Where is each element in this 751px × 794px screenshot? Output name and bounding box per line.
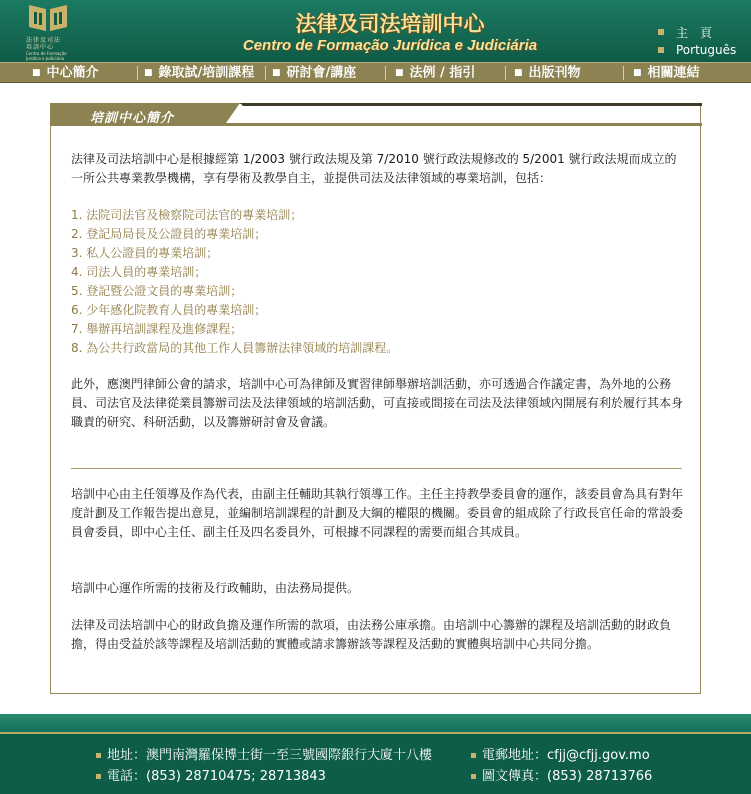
logo-emblem-icon xyxy=(26,3,70,33)
nav-bullet-icon: ■ xyxy=(633,68,642,78)
nav-item-publications[interactable] xyxy=(514,63,581,83)
footer-fax-text: 圖文傳真：(853) 28713766 xyxy=(482,769,653,784)
list-item: 7. 舉辦再培訓課程及進修課程； xyxy=(71,322,243,336)
list-item: 6. 少年感化院教育人員的專業培訓； xyxy=(71,303,267,317)
footer-address xyxy=(96,744,432,763)
intro-paragraph: 法律及司法培訓中心是根據經第 1/2003 號行政法規及第 7/2010 號行政法規修改的 5/2001 號行政法規而成立的一所公共專業教學機構，享有學術及教學自主，並提供司法及法律領域的專業培訓，包括： xyxy=(71,152,677,185)
portuguese-link[interactable] xyxy=(658,41,736,59)
section-title: 培訓中心簡介 xyxy=(90,111,175,126)
nav-item-about[interactable] xyxy=(32,63,99,83)
footer-phone-text: 電話：(853) 28710475; 28713843 xyxy=(107,769,326,784)
nav-divider xyxy=(505,66,506,80)
nav-item-label: 出版刊物 xyxy=(528,65,581,81)
bullet-square-icon xyxy=(658,29,664,35)
section-header xyxy=(50,103,702,127)
home-link[interactable] xyxy=(658,23,736,41)
header xyxy=(0,0,751,62)
training-list xyxy=(71,206,683,358)
nav-divider xyxy=(623,66,624,80)
bullet-square-icon xyxy=(471,753,476,758)
nav-bullet-icon: ■ xyxy=(395,68,404,78)
footer xyxy=(0,734,751,794)
nav-item-label: 研討會/講座 xyxy=(286,65,357,81)
management-paragraph: 培訓中心由主任領導及作為代表，由副主任輔助其執行領導工作。主任主持教學委員會的運作，該委員會為具有對年度計劃及工作報告提出意見，並編制培訓課程的計劃及大綱的權限的機關。委員會的組成除了行政長官任命的常設委員會委員，即中心主任、副主任及四名委員外，可根據不同課程的需要而組合其成員。 xyxy=(71,487,684,539)
nav-bullet-icon: ■ xyxy=(32,68,41,78)
footer-fax xyxy=(471,765,652,784)
finance-paragraph: 法律及司法培訓中心的財政負擔及運作所需的款項，由法務公庫承擔。由培訓中心籌辦的課程及培訓活動的財政負擔，得由受益於該等課程及培訓活動的實體或請求籌辦該等課程及活動的實體與培訓中心共同分擔。 xyxy=(71,618,672,651)
footer-address-text: 地址：澳門南灣羅保博士街一至三號國際銀行大廈十八樓 xyxy=(107,748,433,763)
content-box xyxy=(50,103,701,694)
list-item: 1. 法院司法官及檢察院司法官的專業培訓； xyxy=(71,208,303,222)
top-links xyxy=(658,23,736,59)
nav-bullet-icon: ■ xyxy=(144,68,153,78)
nav-divider xyxy=(137,66,138,80)
footer-email[interactable] xyxy=(471,744,650,763)
bullet-square-icon xyxy=(471,774,476,779)
bullet-square-icon xyxy=(96,753,101,758)
footer-email-text: 電郵地址：cfjj@cfjj.gov.mo xyxy=(482,748,650,763)
nav-item-label: 相關連結 xyxy=(647,65,700,81)
nav-item-links[interactable] xyxy=(633,63,700,83)
logo-text-pt-2: Jurídica e Judiciária xyxy=(26,56,65,61)
nav-item-legislation[interactable] xyxy=(395,63,475,83)
support-paragraph: 培訓中心運作所需的技術及行政輔助，由法務局提供。 xyxy=(71,581,360,595)
footer-stripe xyxy=(0,714,751,732)
list-item: 5. 登記暨公證文員的專業培訓； xyxy=(71,284,243,298)
cooperation-paragraph: 此外，應澳門律師公會的請求，培訓中心可為律師及實習律師舉辦培訓活動，亦可透過合作議定書，為外地的公務員、司法官及法律從業員籌辦司法及法律領域的培訓活動，可直接或間接在司法及法律領域內開展有利於履行其本身職責的研究、科研活動，以及籌辦研討會及會議。 xyxy=(71,377,684,429)
footer-phone xyxy=(96,765,326,784)
site-title-zh: 法律及司法培訓中心 xyxy=(295,11,485,36)
logo[interactable] xyxy=(26,3,70,59)
nav-item-label: 錄取試/培訓課程 xyxy=(158,65,255,81)
logo-text-pt-1: Centro de Formação xyxy=(26,51,67,56)
nav-divider xyxy=(265,66,266,80)
list-item: 3. 私人公證員的專業培訓； xyxy=(71,246,219,260)
portuguese-link-label: Português xyxy=(676,43,737,57)
content-divider xyxy=(71,468,682,469)
nav-bullet-icon: ■ xyxy=(272,68,281,78)
logo-text-zh-1: 法律及司法 xyxy=(26,37,62,44)
bullet-square-icon xyxy=(96,774,101,779)
list-item: 2. 登記局局長及公證員的專業培訓； xyxy=(71,227,267,241)
nav-bullet-icon: ■ xyxy=(514,68,523,78)
bullet-square-icon xyxy=(658,47,664,53)
site-title-pt: Centro de Formação Jurídica e Judiciária xyxy=(242,37,538,54)
nav-item-courses[interactable] xyxy=(144,63,254,83)
logo-text-zh-2: 培訓中心 xyxy=(26,44,55,51)
nav-item-label: 法例 / 指引 xyxy=(409,65,476,81)
list-item: 8. 為公共行政當局的其他工作人員籌辦法律領域的培訓課程。 xyxy=(71,341,399,355)
nav-divider xyxy=(385,66,386,80)
nav-item-seminars[interactable] xyxy=(272,63,356,83)
nav-item-label: 中心簡介 xyxy=(46,65,99,81)
list-item: 4. 司法人員的專業培訓； xyxy=(71,265,207,279)
main-nav xyxy=(0,62,751,83)
home-link-label: 主 頁 xyxy=(676,25,713,40)
